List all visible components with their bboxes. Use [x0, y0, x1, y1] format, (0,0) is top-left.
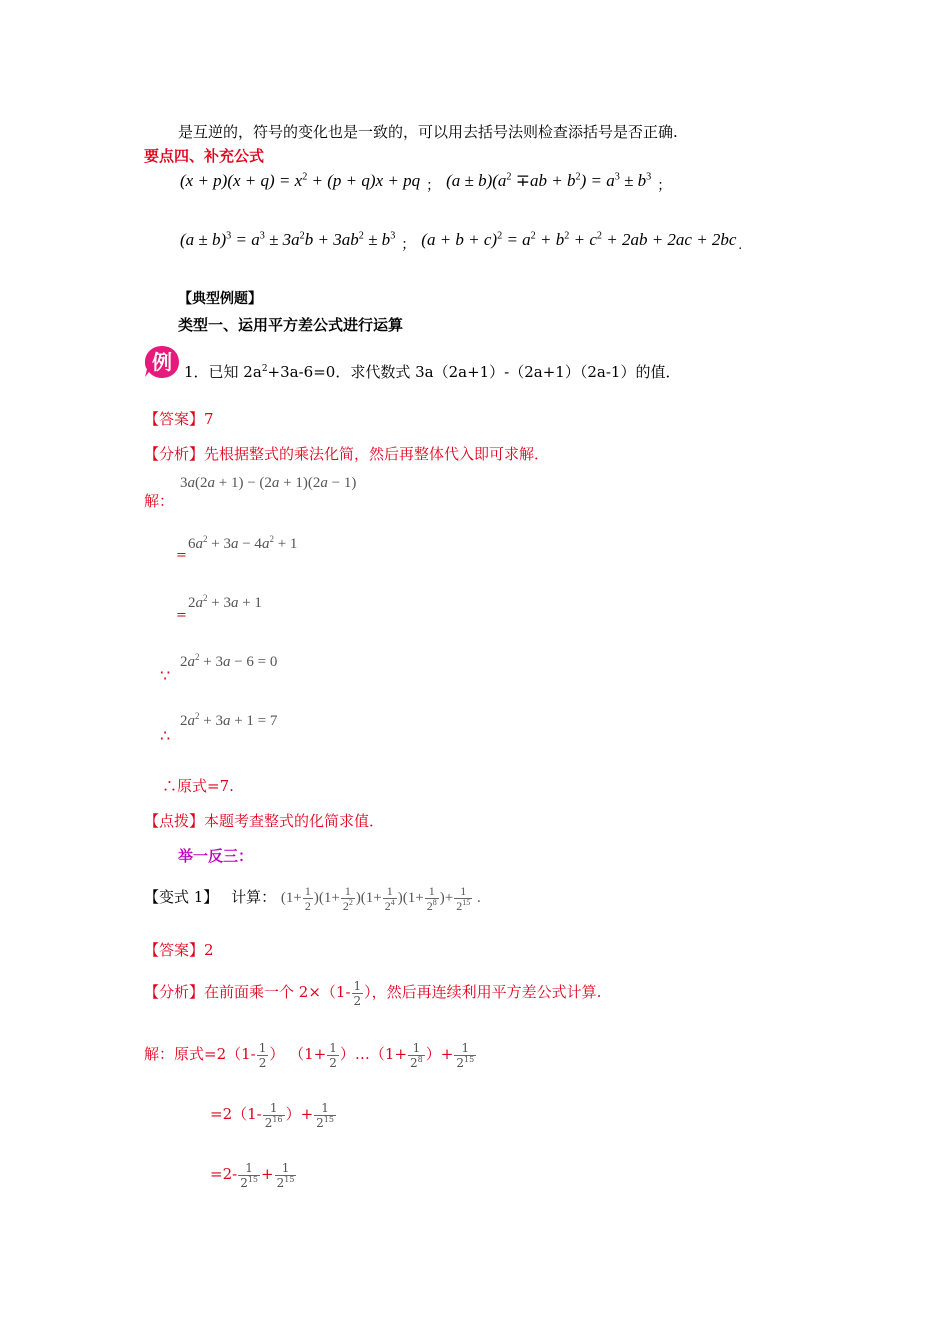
variant1-compute: 计算：	[231, 888, 277, 906]
separator: ；	[657, 179, 672, 194]
sol1-step4: $2a^2 + 3a - 6 = 0$	[180, 652, 278, 670]
tip-label: 【点拨】	[144, 812, 205, 830]
answer2-value: 2	[204, 941, 214, 959]
analysis1-text: 先根据整式的乘法化简，然后再整体代入即可求解．	[204, 445, 550, 463]
equals-sign: =	[176, 608, 187, 623]
tip1	[144, 810, 384, 831]
type1-title: 类型一、运用平方差公式进行运算	[178, 316, 404, 334]
example-badge-icon	[144, 344, 180, 380]
separator: ；	[401, 238, 416, 253]
answer1-value: 7	[204, 410, 214, 428]
formula-row-1	[180, 171, 677, 194]
sol2-line2: =2（1- $\frac{1}{2^{16}}$ ）+ $\frac{1}{2^{15}}$	[210, 1100, 334, 1130]
variant1-expression: (1+ $\frac{1}{2}$ )(1+ $\frac{1}{2^2}$ )(1+ $\frac{1}{2^4}$ )(1+ $\frac{1}{2^8}$ )+ $\frac{1}{2^{15}}$ .	[280, 884, 481, 914]
intro-line: 是互逆的，符号的变化也是一致的，可以用去括号法则检查添括号是否正确.	[178, 123, 678, 141]
answer-label: 【答案】	[144, 941, 205, 959]
sol2-line3: =2- $\frac{1}{2^{15}}$ + $\frac{1}{2^{15}}$	[210, 1160, 295, 1190]
sol1-step5: $2a^2 + 3a + 1 = 7$	[180, 711, 278, 729]
therefore-symbol: ∴	[160, 726, 171, 745]
analysis2-text-a: 在前面乘一个 2×（1-	[204, 983, 351, 1001]
separator: ；	[426, 179, 441, 194]
formula-3: $(a \pm b)^3 = a^3 \pm 3a^2b + 3ab^2 \pm b^3$	[180, 230, 396, 249]
sol1-result: ∴原式=7.	[162, 777, 234, 795]
answer-label: 【答案】	[144, 410, 205, 428]
equals-sign: =	[176, 548, 187, 563]
sol2-line1: 解：原式=2（1- $\frac{1}{2}$ ） （1+ $\frac{1}{2}$ ）…（1+ $\frac{1}{2^8}$ ）+ $\frac{1}{2^{15}}$	[144, 1040, 475, 1070]
analysis2-text-b: ），然后再连续利用平方差公式计算.	[364, 983, 602, 1001]
answer2	[144, 939, 214, 960]
sol2-line2-start: =2（1-	[210, 1105, 262, 1123]
variant1-label: 【变式 1】	[144, 888, 219, 906]
answer1	[144, 408, 214, 429]
formula-1: $(x + p)(x + q) = x^2 + (p + q)x$ + pq	[180, 171, 421, 190]
formula-row-2	[180, 230, 744, 253]
analysis-label: 【分析】	[144, 445, 205, 463]
solution-label: 解：	[144, 492, 175, 510]
sol2-intro: 解：原式=2（1-	[144, 1045, 256, 1063]
sol1-step3: $2a^2 + 3a + 1$	[188, 593, 262, 611]
example1-question: 1．已知 $2a^2+3a-6=0$．求代数式 3a（2a+1）-（2a+1）（2a-1）的值．	[184, 363, 681, 381]
analysis1	[144, 443, 549, 464]
formula-4: $(a + b + c)^2 = a^2 + b^2 + c^2 + 2ab + 2ac + 2bc$	[421, 230, 737, 249]
key-point4-title: 要点四、补充公式	[144, 147, 265, 165]
because-symbol: ∵	[160, 666, 171, 685]
sol2-line3-start: =2-	[210, 1165, 238, 1183]
formula-2: $(a \pm b)(a^2 \mp ab + b^2) = a^3 \pm b^3$	[446, 171, 652, 190]
analysis-label: 【分析】	[144, 983, 205, 1001]
tip1-text: 本题考查整式的化简求值．	[204, 812, 385, 830]
examples-header: 【典型例题】	[178, 291, 262, 307]
practice-title: 举一反三：	[178, 847, 254, 865]
example-badge-label: 例	[152, 350, 172, 374]
analysis2: 【分析】在前面乘一个 2×（1- $\frac{1}{2}$ ），然后再连续利用平方差公式计算.	[144, 978, 602, 1008]
sol1-step1: 3a(2a + 1) − (2a + 1)(2a − 1)	[180, 475, 357, 491]
variant1-row	[144, 879, 481, 916]
sol1-step2: $6a^2 + 3a - 4a^2 + 1$	[188, 534, 298, 552]
period: .	[738, 238, 742, 253]
